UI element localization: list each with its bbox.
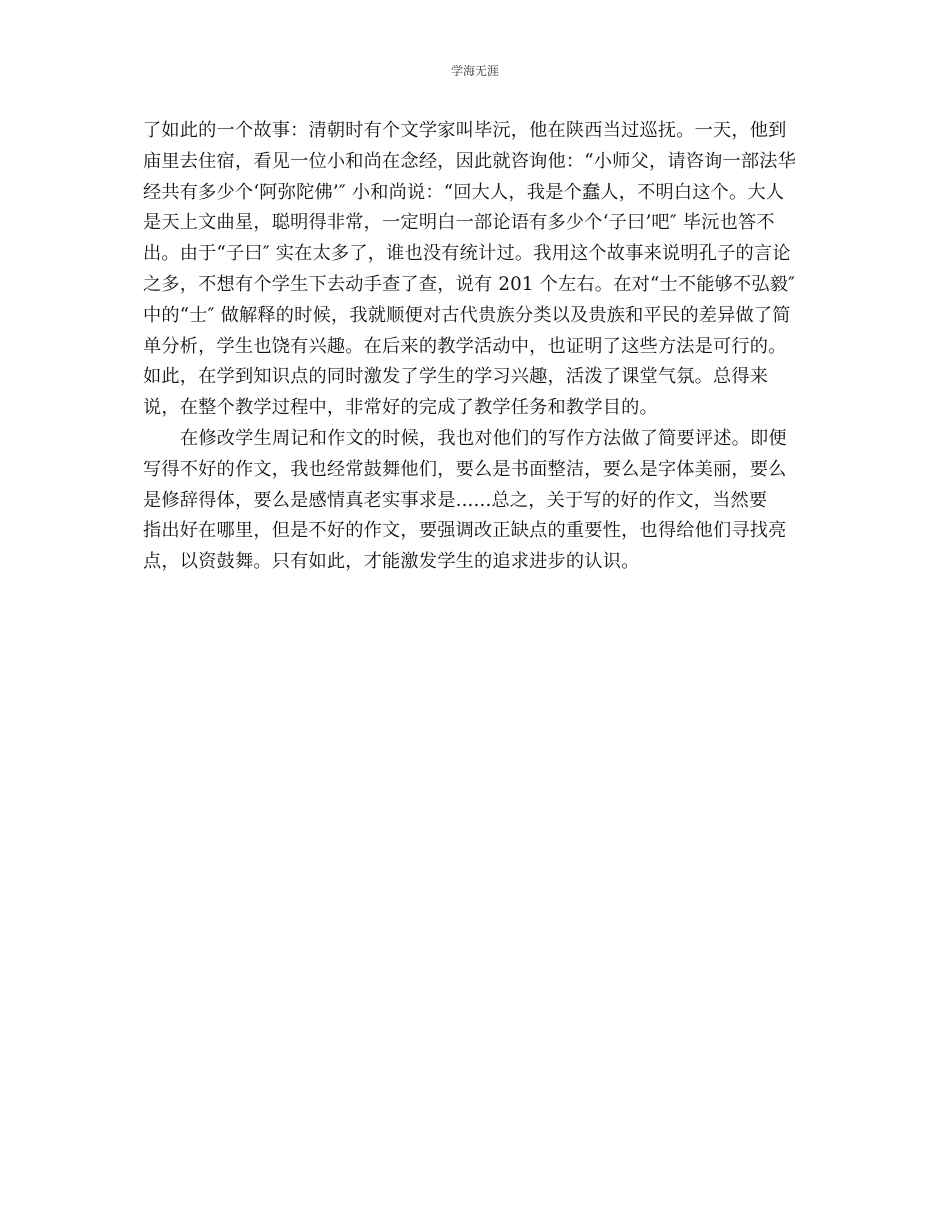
text-line: 单分析，学生也饶有兴趣。在后来的教学活动中，也证明了这些方法是可行的。 <box>143 335 787 357</box>
text-line: 庙里去住宿，看见一位小和尚在念经，因此就咨询他：“小师父，请咨询一部法华 <box>143 150 797 172</box>
text-line: 出。由于“子曰″ 实在太多了，谁也没有统计过。我用这个故事来说明孔子的言论 <box>143 243 791 265</box>
text-line: 指出好在哪里，但是不好的作文，要强调改正缺点的重要性，也得给他们寻找亮 <box>143 520 787 542</box>
text-line: 说，在整个教学过程中，非常好的完成了教学任务和教学目的。 <box>143 397 658 419</box>
page-header: 学海无涯 <box>450 64 499 78</box>
text-line: 之多，不想有个学生下去动手查了查，说有 201 个左右。在对“士不能够不弘毅″ <box>143 273 796 295</box>
paragraph-1 <box>143 116 803 424</box>
paragraph-2 <box>143 424 803 578</box>
text-line: 是修辞得体，要么是感情真老实事求是......总之，关于写的好的作文，当然要 <box>143 489 768 511</box>
text-line: 写得不好的作文，我也经常鼓舞他们，要么是书面整洁，要么是字体美丽，要么 <box>143 458 787 480</box>
text-line: 是天上文曲星，聪明得非常，一定明白一部论语有多少个‘子曰’吧″ 毕沅也答不 <box>143 212 775 234</box>
text-line: 在修改学生周记和作文的时候，我也对他们的写作方法做了简要评述。即便 <box>180 427 787 449</box>
text-line: 点，以资鼓舞。只有如此，才能激发学生的追求进步的认识。 <box>143 551 640 573</box>
text-line: 中的“士″ 做解释的时候，我就顺便对古代贵族分类以及贵族和平民的差异做了简 <box>143 304 791 326</box>
text-line: 经共有多少个‘阿弥陀佛’″ 小和尚说：“回大人，我是个蠢人，不明白这个。大人 <box>143 181 785 203</box>
text-line: 了如此的一个故事：清朝时有个文学家叫毕沅，他在陕西当过巡抚。一天，他到 <box>143 120 787 141</box>
text-line: 如此，在学到知识点的同时激发了学生的学习兴趣，活泼了课堂气氛。总得来 <box>143 366 769 388</box>
document-body <box>143 116 803 578</box>
